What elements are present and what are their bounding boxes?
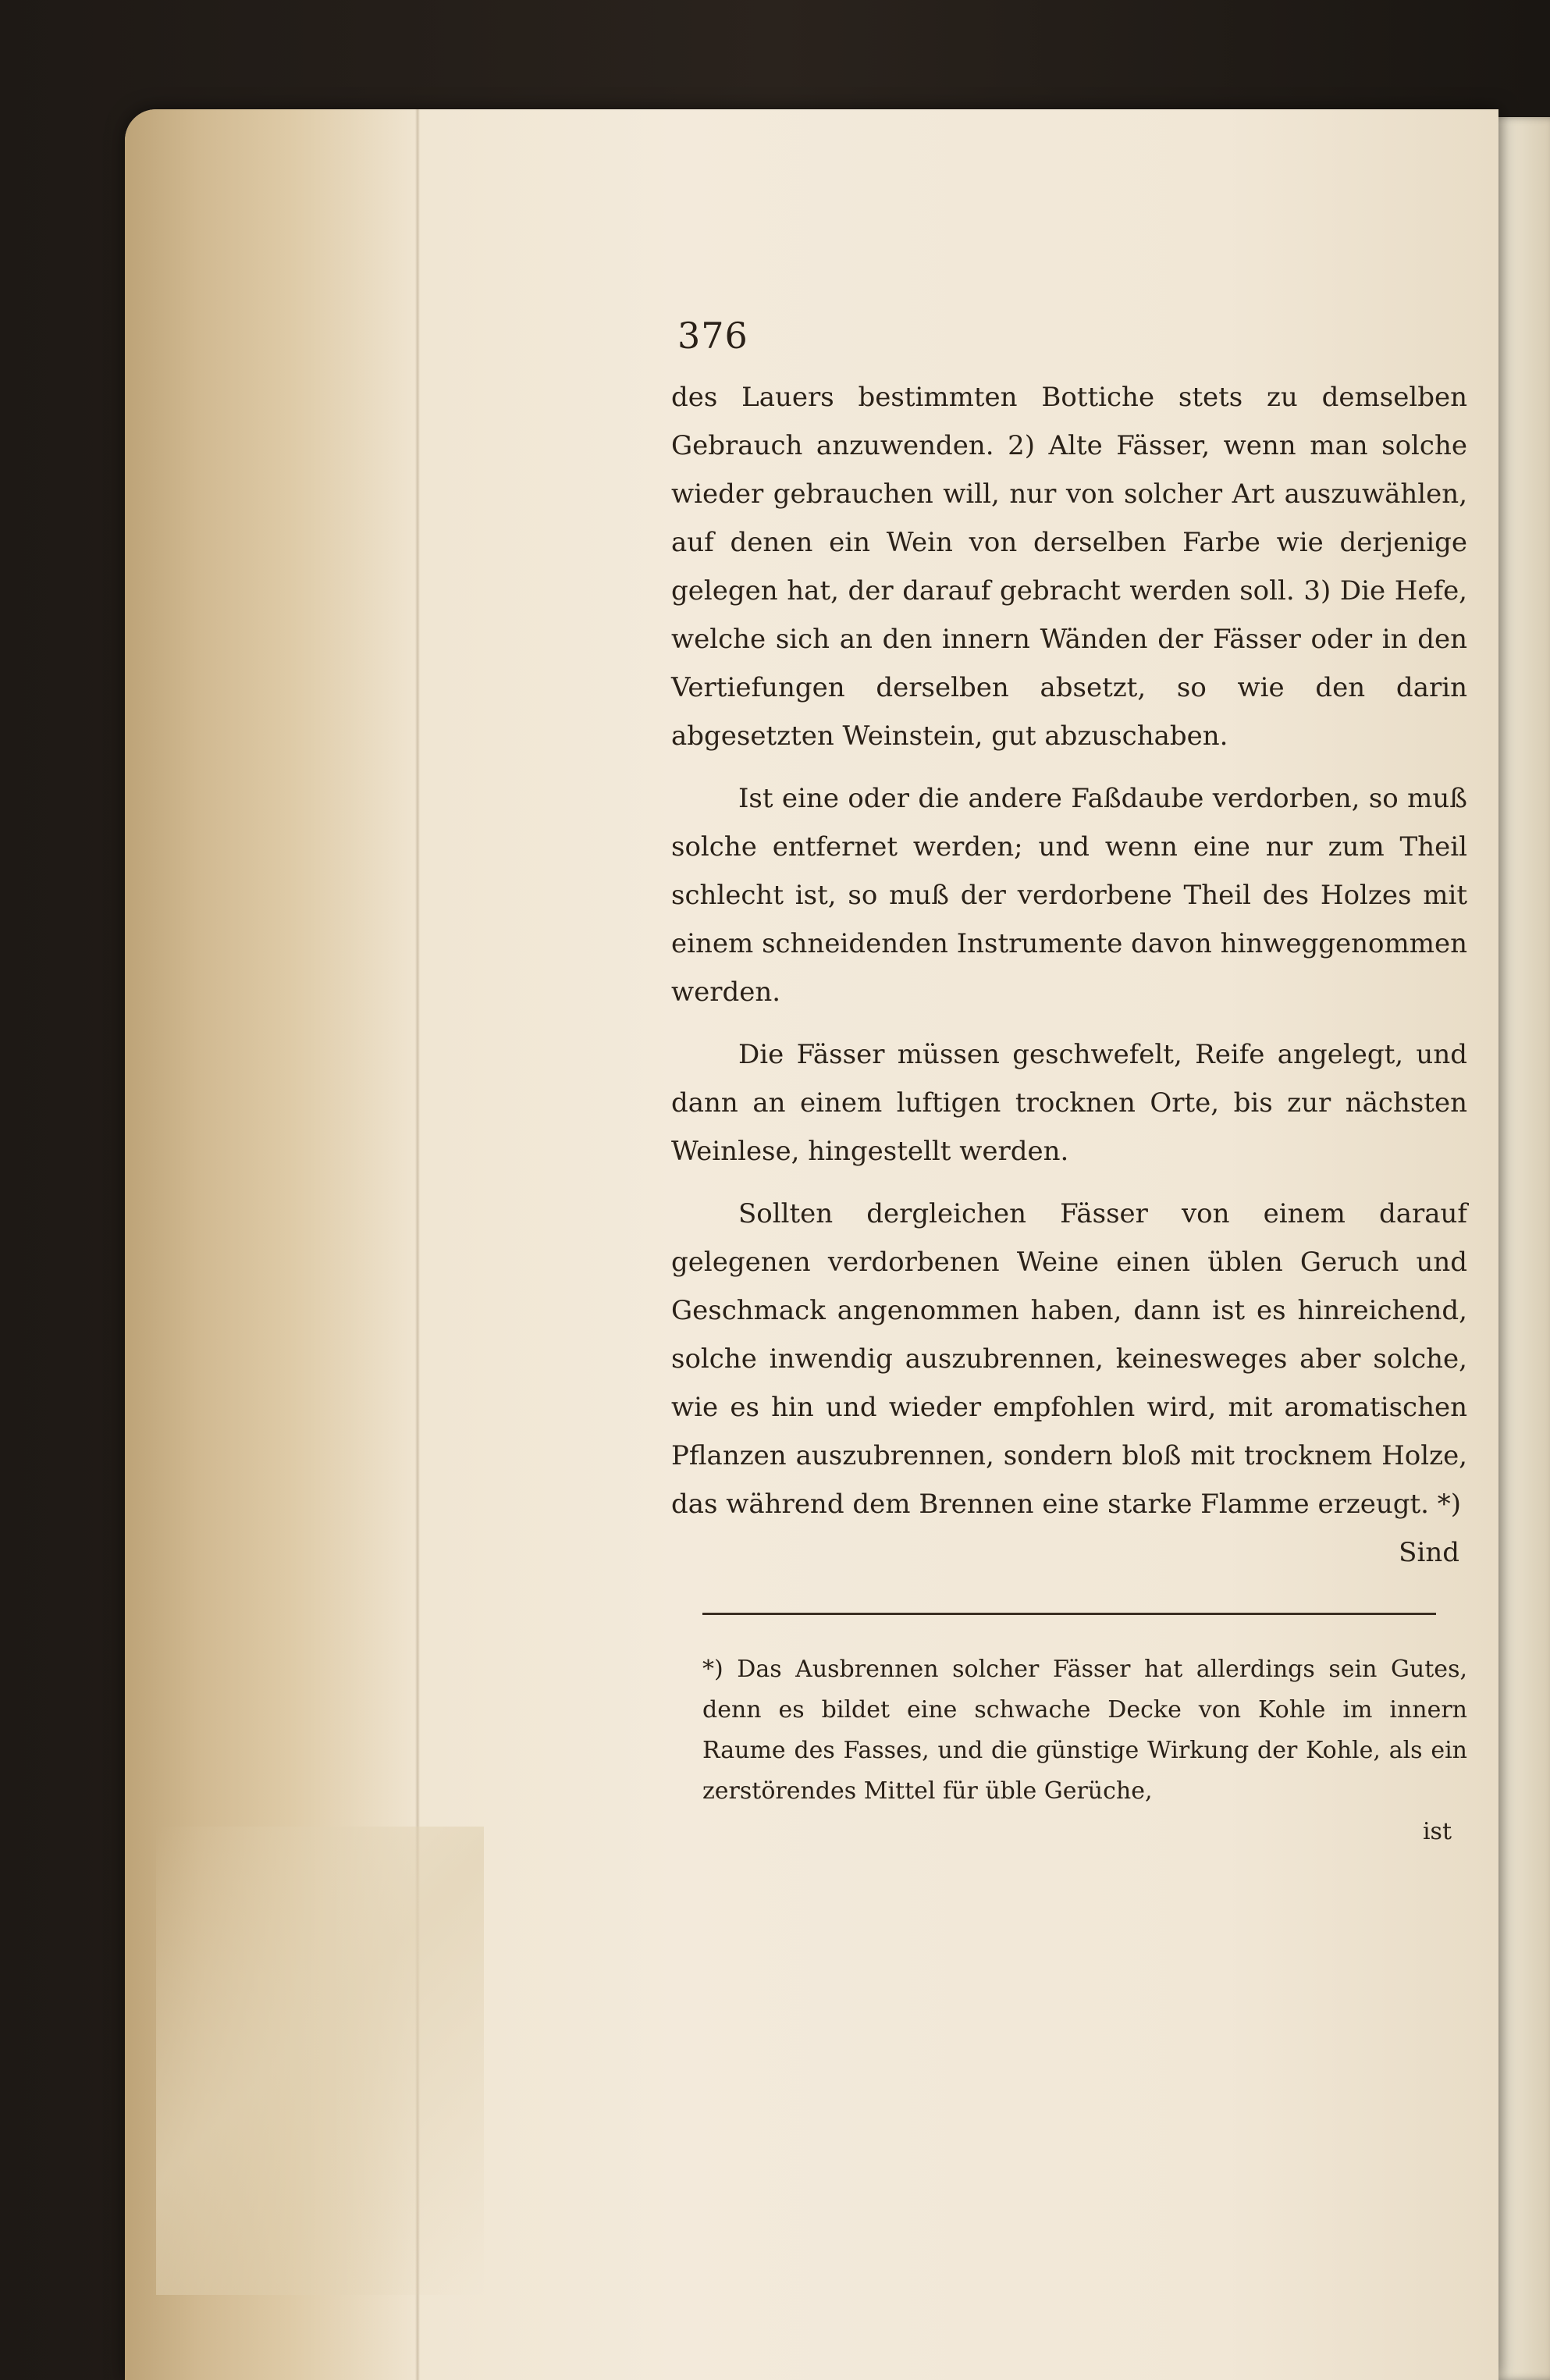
footnote-rule	[702, 1613, 1436, 1615]
text-block	[671, 312, 1467, 1852]
paragraph-3: Die Fässer müssen geschwefelt, Reife angelegt, und dann an einem luftigen trocknen Orte, bis zur nächsten Weinlese, hingestellt werden.	[671, 1039, 1467, 1167]
footnote: *) Das Ausbrennen solcher Fässer hat allerdings sein Gutes, denn es bildet eine schwache Decke von Kohle im innern Raume des Fasses, und die günstige Wirkung der Kohle, als ein zerstörendes Mittel für üble Gerüche,	[702, 1656, 1467, 1805]
corner-wear	[156, 1827, 484, 2295]
page-number: 376	[677, 315, 748, 357]
catchword: Sind	[1399, 1537, 1459, 1568]
paragraph-2: Ist eine oder die andere Faßdaube verdorben, so muß solche entfernet werden; und wenn eine nur zum Theil schlecht ist, so muß der verdorbene Theil des Holzes mit einem schneidenden Instrumente davon hinweggenommen werden.	[671, 783, 1467, 1008]
footnote-catchword: ist	[1422, 1818, 1452, 1845]
paragraph-1: des Lauers bestimmten Bottiche stets zu demselben Gebrauch anzuwenden. 2) Alte Fässer, wenn man solche wieder gebrauchen will, nur von solcher Art auszuwählen, auf denen ein Wein von derselben Farbe wie derjenige gelegen hat, der darauf gebracht werden soll. 3) Die Hefe, welche sich an den innern Wänden der Fässer oder in den Vertiefungen derselben absetzt, so wie den darin abgesetzten Weinstein, gut abzuschaben.	[671, 382, 1467, 752]
paragraph-4: Sollten dergleichen Fässer von einem darauf gelegenen verdorbenen Weine einen üblen Geruch und Geschmack angenommen haben, dann ist es hinreichend, solche inwendig auszubrennen, keinesweges aber solche, wie es hin und wieder empfohlen wird, mit aromatischen Pflanzen auszubrennen, sondern bloß mit trocknem Holze, das während dem Brennen eine starke Flamme erzeugt. *)	[671, 1198, 1467, 1520]
